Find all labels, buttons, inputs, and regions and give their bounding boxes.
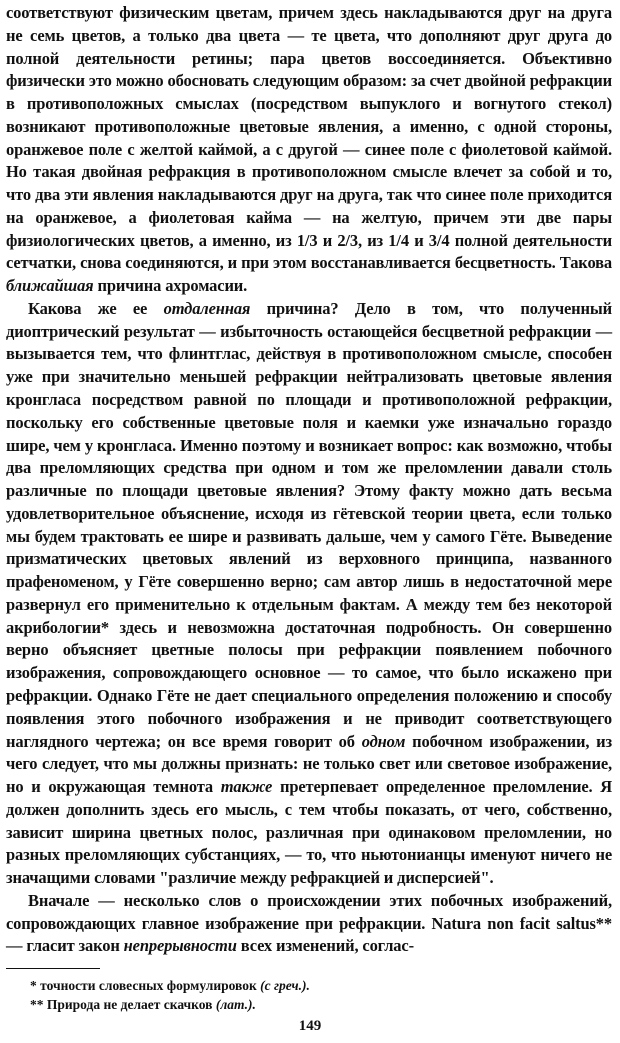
text-run: Какова же ее: [28, 298, 164, 318]
italic-text: также: [220, 777, 273, 797]
italic-text: одном: [361, 731, 406, 751]
footnotes: [30, 976, 610, 1014]
text-run: претерпевает определенное преломление. Я должен дополнить здесь его мысль, с тем чтобы показать, от чего, собственно, зависит ширина цветных полос, различная при одинаковом преломлении, но разных преломляющих субстанциях, — то, что ньютонианцы именуют ничего не значащими словами "различие между рефракцией и дисперсией".: [6, 777, 612, 888]
text-run: , из: [357, 230, 389, 250]
text-run: 2/3: [337, 230, 358, 250]
paragraph: [6, 298, 612, 890]
text-run: соответствуют физическим цветам, причем здесь накладываются друг на друга не семь цветов, а только два цвета — те цвета, что дополняют друг друга до полной деятельности ретины; пара цветов воссоединяется. Объективно физически это можно обосновать следующим образом: за счет двойной рефракции в противоположных смыслах (посредством выпуклого и вогнутого стекол) возникают противоположные цветовые явления, а именно, с одной стороны, оранжевое поле с желтой каймой, а с другой — синее поле с фиолетовой каймой. Но такая двойная рефракция в противоположном смысле влечет за собой и то, что два эти явления накладываются друг на друга, так что синее поле приходится на оранжевое, а фиолетовая кайма — на желтую, причем эти две пары физиологических цветов, а именно, из: [6, 3, 612, 250]
paragraph: [6, 890, 612, 958]
italic-text: ближайшая: [6, 276, 94, 296]
text-run: и: [317, 230, 338, 250]
text-run: причина ахромасии.: [93, 276, 248, 296]
footnote-divider: [6, 968, 100, 969]
italic-text: непрерывности: [123, 936, 237, 956]
footnote: [30, 995, 610, 1014]
text-run: ** Природа не делает скачков: [30, 997, 216, 1012]
text-run: Вначале — несколько слов о происхождении этих побочных изображений, сопровождающих главное изображение при рефракции. Natura non facit saltus** — гласит закон: [6, 890, 612, 956]
text-run: 1/4: [388, 230, 409, 250]
text-run: 1/3: [296, 230, 318, 250]
text-run: * точности словесных формулировок: [30, 978, 261, 993]
italic-text: (с греч.).: [260, 978, 310, 993]
text-run: всех изменений, соглас-: [236, 936, 414, 956]
text-run: 3/4: [428, 230, 450, 250]
text-run: побочном изображении, из чего следует, что мы должны признать: не только свет или световое изображение, но и окружающая темнота: [6, 731, 612, 797]
italic-text: (лат.).: [215, 997, 256, 1012]
paragraph: [6, 2, 612, 298]
italic-text: отдаленная: [163, 298, 251, 318]
text-run: и: [408, 230, 429, 250]
text-run: полной деятельности сетчатки, снова соединяются, и при этом восстанавливается бесцветность. Такова: [6, 230, 612, 273]
main-text: [6, 2, 612, 958]
page-number: 149: [298, 1018, 322, 1034]
footnote: [30, 976, 610, 995]
text-run: причина? Дело в том, что полученный диоптрический результат — избыточность остающейся бесцветной рефракции — вызывается тем, что флинтглас, действуя в противоположном смысле, способен уже при значительно меньшей рефракции нейтрализовать цветовые явления кронгласа посредством равной по площади и противоположной рефракции, поскольку его собственные цветовые поля и каемки уже изначально гораздо шире, чем у кронгласа. Именно поэтому и возникает вопрос: как возможно, чтобы два преломляющих средства при одном и том же преломлении давали столь различные по площади цветовые явления? Этому факту можно дать весьма удовлетворительное объяснение, исходя из гётевской теории цвета, если только мы будем трактовать ее шире и развивать дальше, чем у самого Гёте. Выведение призматических цветовых явлений из верховного принципа, названного прафеноменом, у Гёте совершенно верно; сам автор лишь в недостаточной мере развернул его применительно к отдельным фактам. А между тем без некоторой акрибологии* здесь и невозможна достаточная подробность. Он совершенно верно объясняет цветные полосы при рефракции появлением побочного изображения, сопровождающего основное — то самое, что было искажено при рефракции. Однако Гёте не дает специального определения положению и способу появления этого побочного изображения и не приводит соответствующего наглядного чертежа; он все время говорит об: [6, 298, 612, 751]
